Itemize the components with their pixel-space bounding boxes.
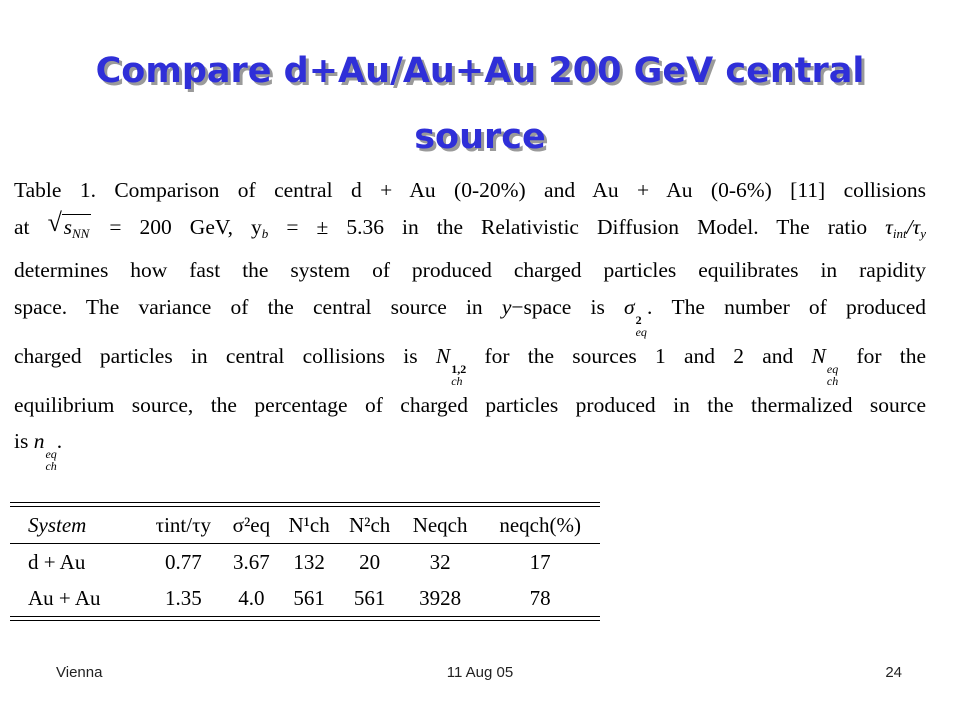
caption-sources-text: for the sources 1 and 2 and: [484, 343, 794, 368]
cell-system: d + Au: [28, 549, 86, 574]
caption-line-4: [14, 289, 926, 338]
header-n2ch: N²ch: [339, 507, 400, 544]
table-header-row: [10, 507, 600, 544]
cell-neqch: 32: [429, 549, 451, 574]
sqrt-s: s: [63, 214, 72, 239]
sigma-superscript: 2: [635, 312, 642, 327]
cell-neqch-percent: 78: [529, 585, 551, 610]
n-symbol: N: [435, 343, 451, 368]
caption-is-text: is: [14, 429, 29, 454]
caption-line-7: [14, 423, 926, 472]
n-scripts: [451, 363, 466, 387]
table-caption: [14, 172, 926, 472]
cell-n1ch: 132: [293, 549, 325, 574]
slide-number: 24: [885, 664, 902, 681]
sigma-symbol: σ: [624, 294, 635, 319]
table-bottom-rule: [10, 616, 600, 621]
caption-line-6: equilibrium source, the percentage of charged particles produced in the thermalized source: [14, 392, 926, 417]
cell-n2ch: 561: [353, 585, 386, 610]
sqrt-s-subscript: NN: [71, 225, 90, 241]
comparison-table: [10, 502, 600, 621]
tau-int-subscript: int: [892, 225, 907, 241]
n-subscript: ch: [451, 373, 463, 388]
table-row: [10, 580, 600, 616]
y-symbol: y: [501, 294, 512, 319]
neq-symbol: N: [811, 343, 826, 368]
caption-line-5: [14, 338, 926, 387]
tau-symbol: τ: [885, 214, 893, 239]
header-neqch-percent: neqch(%): [480, 507, 600, 544]
table-row: [10, 544, 600, 581]
neq-superscript: eq: [826, 361, 839, 376]
yb-subscript: b: [261, 225, 269, 241]
caption-central-text: charged particles in central collisions is: [14, 343, 418, 368]
caption-yspace-text: −space is: [511, 294, 605, 319]
neq-small-subscript: ch: [45, 459, 57, 474]
neq-scripts: [827, 363, 838, 387]
caption-produced-text: . The number of produced: [646, 294, 927, 319]
caption-rdm-text: = ± 5.36 in the Relativistic Diffusion Model. The ratio: [286, 214, 868, 239]
neq-small-symbol: n: [33, 429, 45, 454]
cell-tau-ratio: 0.77: [164, 549, 202, 574]
caption-energy: = 200 GeV, y: [109, 214, 262, 239]
slide-title: [0, 38, 960, 170]
header-n1ch: N¹ch: [279, 507, 340, 544]
caption-at: at: [14, 214, 30, 239]
caption-for-the-text: for the: [856, 343, 927, 368]
footer-date: 11 Aug 05: [446, 664, 514, 681]
cell-sigma-eq: 4.0: [238, 585, 265, 610]
cell-neqch-percent: 17: [529, 549, 551, 574]
cell-neqch: 3928: [419, 585, 462, 610]
sigma-subscript: eq: [635, 324, 647, 339]
sigma-scripts: [636, 314, 647, 338]
cell-n1ch: 561: [293, 585, 325, 610]
cell-sigma-eq: 3.67: [233, 549, 270, 574]
slide-title-line-1: Compare d+Au/Au+Au 200 GeV central: [95, 51, 865, 91]
neq-small-scripts: [45, 448, 56, 472]
caption-line-2: [14, 209, 926, 253]
cell-n2ch: 20: [359, 549, 381, 574]
cell-system: Au + Au: [28, 585, 101, 610]
caption-line-3: determines how fast the system of produced charged particles equilibrates in rapidity: [14, 258, 926, 283]
footer-location: Vienna: [56, 664, 103, 681]
caption-period: .: [56, 429, 63, 454]
n-superscript: 1,2: [451, 361, 467, 376]
caption-variance-text: space. The variance of the central source in: [14, 294, 483, 319]
results-table: [10, 507, 600, 616]
header-system: System: [10, 507, 143, 544]
sqrt-snn: [48, 209, 92, 253]
slide-title-line-2: source: [414, 117, 546, 157]
header-tau-ratio: τint/τy: [143, 507, 224, 544]
tau-y-subscript: y: [920, 225, 927, 241]
neq-subscript: ch: [826, 373, 839, 388]
cell-tau-ratio: 1.35: [164, 585, 202, 610]
caption-line-1: Table 1. Comparison of central d + Au (0-20%) and Au + Au (0-6%) [11] collisions: [14, 178, 926, 202]
neq-small-superscript: eq: [45, 447, 57, 462]
header-neqch: Neqch: [400, 507, 480, 544]
header-sigma-eq: σ²eq: [224, 507, 279, 544]
tau-y-symbol: /τ: [906, 214, 921, 239]
